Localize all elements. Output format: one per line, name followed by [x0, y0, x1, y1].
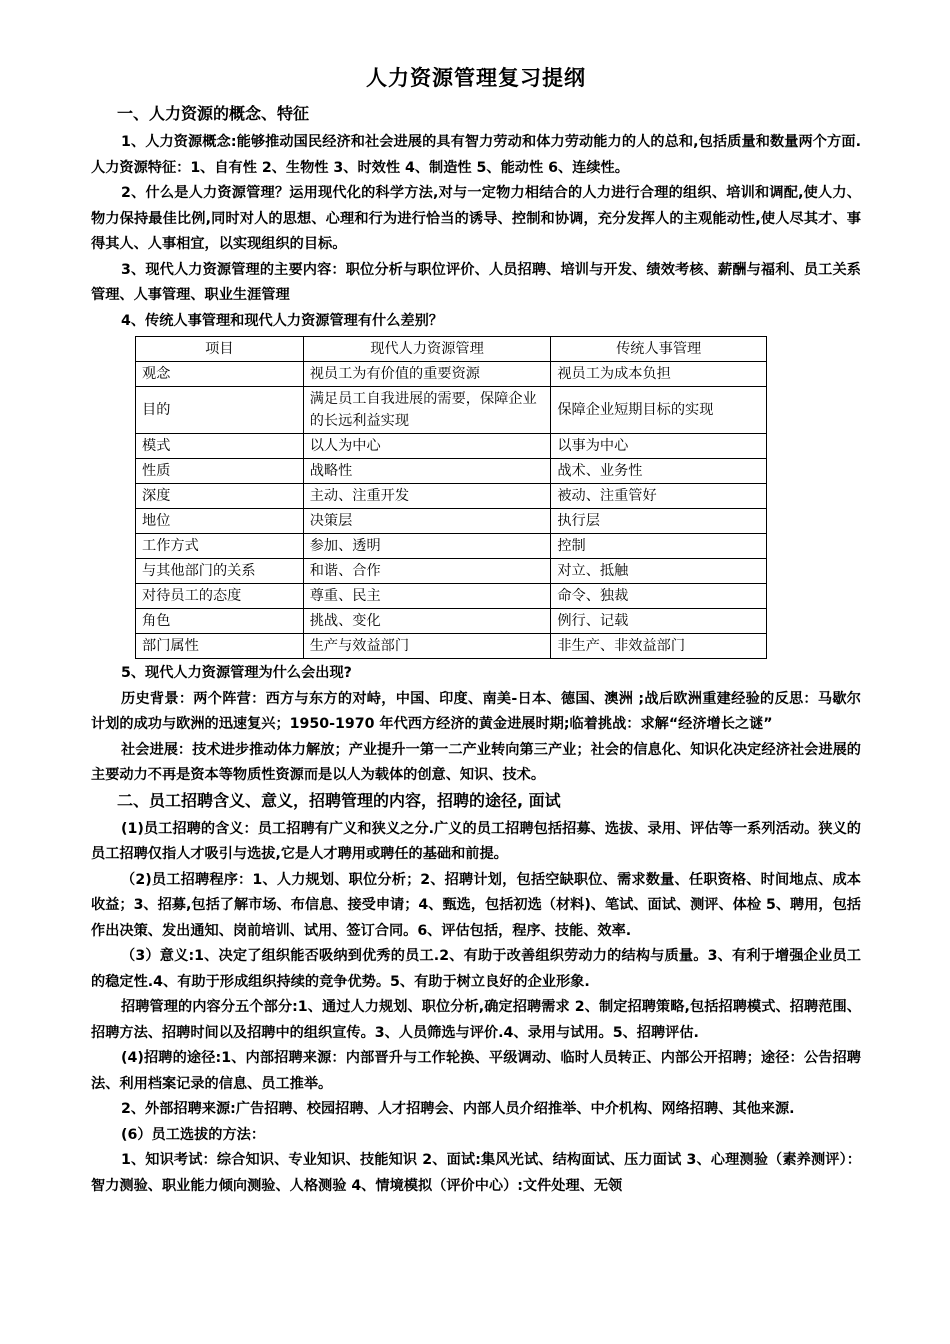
selection-methods-paragraph: 1、知识考试：综合知识、专业知识、技能知识 2、面试:集风光试、结构面试、压力面试 3、心理测验（素养测评）：智力测验、职业能力倾向测验、人格测验 4、情境模拟（评价中心）:文件处理、无领	[91, 1152, 861, 1194]
table-cell-traditional: 对立、抵触	[551, 559, 767, 584]
emergence-question: 5、现代人力资源管理为什么会出现?	[121, 665, 352, 681]
table-header-cell: 现代人力资源管理	[303, 337, 551, 362]
table-cell-modern: 战略性	[303, 459, 551, 484]
difference-question: 4、传统人事管理和现代人力资源管理有什么差别？	[121, 312, 443, 329]
table-row	[136, 559, 767, 584]
table-cell-item: 角色	[136, 609, 304, 634]
external-recruitment-paragraph: 2、外部招聘来源:广告招聘、校园招聘、人才招聘会、内部人员介绍推举、中介机构、网络招聘、其他来源.	[121, 1101, 795, 1117]
table-cell-item: 目的	[136, 387, 304, 434]
recruitment-meaning-paragraph: (1)员工招聘的含义：员工招聘有广义和狭义之分.广义的员工招聘包括招募、选拔、录用、评估等一系列活动。狭义的员工招聘仅指人才吸引与选拔,它是人才聘用或聘任的基础和前提。	[91, 820, 861, 862]
table-cell-modern: 满足员工自我进展的需要，保障企业的长远利益实现	[303, 387, 551, 434]
table-cell-item: 与其他部门的关系	[136, 559, 304, 584]
table-row	[136, 387, 767, 434]
table-header-cell: 项目	[136, 337, 304, 362]
table-cell-modern: 决策层	[303, 509, 551, 534]
table-cell-traditional: 以事为中心	[551, 434, 767, 459]
table-cell-modern: 生产与效益部门	[303, 634, 551, 659]
table-header-row	[136, 337, 767, 362]
table-cell-modern: 参加、透明	[303, 534, 551, 559]
table-cell-traditional: 命令、独裁	[551, 584, 767, 609]
document-content	[91, 62, 861, 1199]
hr-concept-paragraph: 1、人力资源概念:能够推动国民经济和社会进展的具有智力劳动和体力劳动能力的人的总和,包括质量和数量两个方面.人力资源特征：1、自有性 2、生物性 3、时效性 4、制造性 5、能动性 6、连续性。	[91, 134, 861, 176]
table-cell-item: 对待员工的态度	[136, 584, 304, 609]
table-cell-traditional: 执行层	[551, 509, 767, 534]
historical-background-paragraph: 历史背景：两个阵营：西方与东方的对峙，中国、印度、南美-日本、德国、澳洲 ;战后欧洲重建经验的反思：马歇尔计划的成功与欧洲的迅速复兴；1950-1970 年代西方经济的黄金进展时期;临着挑战：求解“经济增长之谜”	[91, 690, 861, 732]
hrm-content-paragraph: 3、现代人力资源管理的主要内容：职位分析与职位评价、人员招聘、培训与开发、绩效考核、薪酬与福利、员工关系管理、人事管理、职业生涯管理	[91, 261, 861, 303]
document-title: 人力资源管理复习提纲	[366, 66, 586, 90]
section-2-heading: 二、员工招聘含义、意义，招聘管理的内容，招聘的途径, 面试	[117, 790, 561, 810]
table-cell-traditional: 控制	[551, 534, 767, 559]
table-row	[136, 584, 767, 609]
table-cell-item: 观念	[136, 362, 304, 387]
table-cell-modern: 视员工为有价值的重要资源	[303, 362, 551, 387]
table-cell-modern: 主动、注重开发	[303, 484, 551, 509]
recruitment-significance-paragraph: （3）意义:1、决定了组织能否吸纳到优秀的员工.2、有助于改善组织劳动力的结构与质量。3、有利于增强企业员工的稳定性.4、有助于形成组织持续的竞争优势。5、有助于树立良好的企业形象.	[91, 948, 861, 990]
table-cell-modern: 挑战、变化	[303, 609, 551, 634]
recruitment-management-paragraph: 招聘管理的内容分五个部分:1、通过人力规划、职位分析,确定招聘需求 2、制定招聘策略,包括招聘模式、招聘范围、招聘方法、招聘时间以及招聘中的组织宣传。3、人员筛选与评价.4、录用与试用。5、招聘评估.	[91, 999, 861, 1041]
recruitment-channels-paragraph: (4)招聘的途径:1、内部招聘来源：内部晋升与工作轮换、平级调动、临时人员转正、内部公开招聘；途径：公告招聘法、利用档案记录的信息、员工推举。	[91, 1050, 861, 1092]
selection-methods-heading: (6）员工选拔的方法：	[121, 1126, 266, 1143]
table-row	[136, 634, 767, 659]
table-cell-item: 模式	[136, 434, 304, 459]
table-row	[136, 362, 767, 387]
social-progress-paragraph: 社会进展：技术进步推动体力解放；产业提升一第一二产业转向第三产业；社会的信息化、知识化决定经济社会进展的主要动力不再是资本等物质性资源而是以人为载体的创意、知识、技术。	[91, 741, 861, 783]
table-row	[136, 459, 767, 484]
table-cell-item: 地位	[136, 509, 304, 534]
table-cell-modern: 尊重、民主	[303, 584, 551, 609]
recruitment-procedure-paragraph: （2)员工招聘程序：1、人力规划、职位分析；2、招聘计划，包括空缺职位、需求数量、任职资格、时间地点、成本收益；3、招募,包括了解市场、布信息、接受申请；4、甄选，包括初选（材料)、笔试、面试、测评、体检 5、聘用，包括作出决策、发出通知、岗前培训、试用、签订合同。6、评估包括，程序、技能、效率.	[91, 871, 861, 939]
hrm-definition-paragraph: 2、什么是人力资源管理？运用现代化的科学方法,对与一定物力相结合的人力进行合理的组织、培训和调配,使人力、物力保持最佳比例,同时对人的思想、心理和行为进行恰当的诱导、控制和协调，充分发挥人的主观能动性,使人尽其才、事得其人、人事相宜，以实现组织的目标。	[91, 185, 861, 252]
comparison-table	[135, 336, 767, 659]
table-cell-modern: 以人为中心	[303, 434, 551, 459]
table-row	[136, 609, 767, 634]
table-row	[136, 509, 767, 534]
table-cell-item: 部门属性	[136, 634, 304, 659]
table-cell-item: 性质	[136, 459, 304, 484]
table-cell-traditional: 被动、注重管好	[551, 484, 767, 509]
table-header-cell: 传统人事管理	[551, 337, 767, 362]
table-cell-traditional: 例行、记载	[551, 609, 767, 634]
table-cell-traditional: 保障企业短期目标的实现	[551, 387, 767, 434]
table-row	[136, 434, 767, 459]
table-cell-traditional: 非生产、非效益部门	[551, 634, 767, 659]
table-cell-traditional: 战术、业务性	[551, 459, 767, 484]
table-row	[136, 484, 767, 509]
table-row	[136, 534, 767, 559]
table-cell-item: 工作方式	[136, 534, 304, 559]
section-1-heading: 一、人力资源的概念、特征	[117, 104, 310, 123]
table-cell-item: 深度	[136, 484, 304, 509]
table-cell-traditional: 视员工为成本负担	[551, 362, 767, 387]
table-cell-modern: 和谐、合作	[303, 559, 551, 584]
